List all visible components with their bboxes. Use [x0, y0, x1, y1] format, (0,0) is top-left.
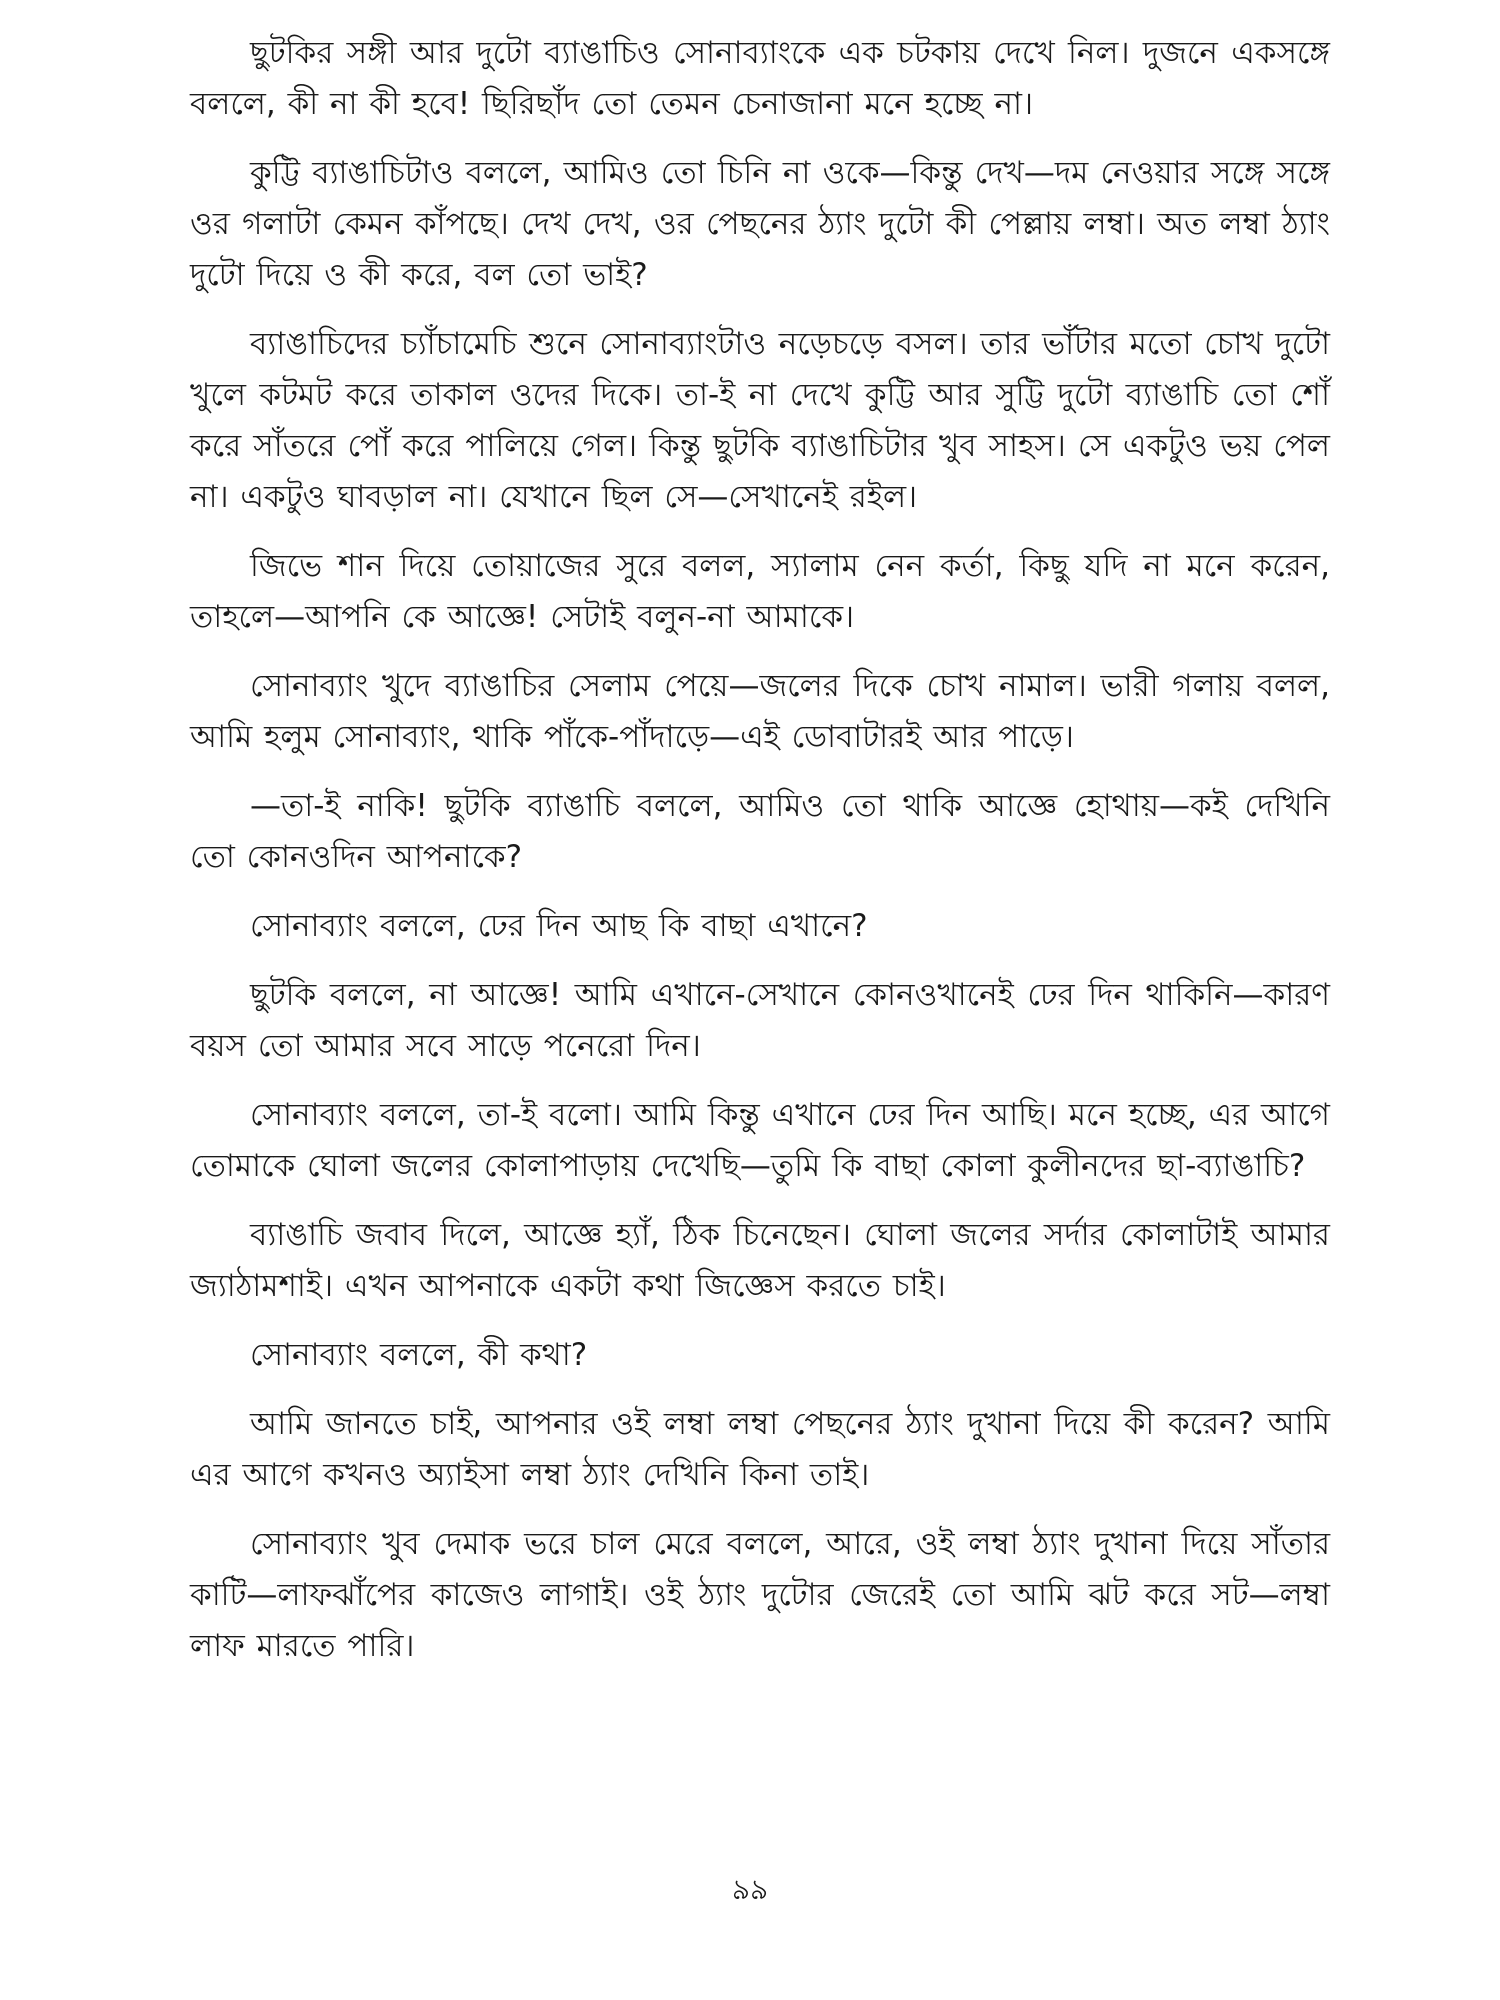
- paragraph: সোনাব্যাং বললে, ঢের দিন আছ কি বাছা এখানে?: [250, 908, 868, 944]
- paragraph: কুট্টি ব্যাঙাচিটাও বললে, আমিও তো চিনি না ওকে—কিন্তু দেখ—দম নেওয়ার সঙ্গে সঙ্গে ওর গলাটা কেমন কাঁপছে। দেখ দেখ, ওর পেছনের ঠ্যাং দুটো কী পেল্লায় লম্বা। অত লম্বা ঠ্যাং দুটো দিয়ে ও কী করে, বল তো ভাই?: [190, 155, 1330, 293]
- paragraph: ছুটকি বললে, না আজ্ঞে! আমি এখানে-সেখানে কোনওখানেই ঢের দিন থাকিনি—কারণ বয়স তো আমার সবে সাড়ে পনেরো দিন।: [190, 977, 1330, 1064]
- paragraph: সোনাব্যাং বললে, কী কথা?: [250, 1337, 588, 1373]
- paragraph: সোনাব্যাং খুব দেমাক ভরে চাল মেরে বললে, আরে, ওই লম্বা ঠ্যাং দুখানা দিয়ে সাঁতার কাটি—লাফঝাঁপের কাজেও লাগাই। ওই ঠ্যাং দুটোর জেরেই তো আমি ঝট করে সট—লম্বা লাফ মারতে পারি।: [190, 1526, 1330, 1664]
- paragraph: ব্যাঙাচি জবাব দিলে, আজ্ঞে হ্যাঁ, ঠিক চিনেছেন। ঘোলা জলের সর্দার কোলাটাই আমার জ্যাঠামশাই। এখন আপনাকে একটা কথা জিজ্ঞেস করতে চাই।: [190, 1217, 1330, 1304]
- paragraph: সোনাব্যাং বললে, তা-ই বলো। আমি কিন্তু এখানে ঢের দিন আছি। মনে হচ্ছে, এর আগে তোমাকে ঘোলা জলের কোলাপাড়ায় দেখেছি—তুমি কি বাছা কোলা কুলীনদের ছা-ব্যাঙাচি?: [190, 1097, 1330, 1184]
- book-page: [190, 28, 1330, 1888]
- paragraph: সোনাব্যাং খুদে ব্যাঙাচির সেলাম পেয়ে—জলের দিকে চোখ নামাল। ভারী গলায় বলল, আমি হলুম সোনাব্যাং, থাকি পাঁকে-পাঁদাড়ে—এই ডোবাটারই আর পাড়ে।: [190, 668, 1330, 755]
- paragraph: আমি জানতে চাই, আপনার ওই লম্বা লম্বা পেছনের ঠ্যাং দুখানা দিয়ে কী করেন? আমি এর আগে কখনও অ্যাইসা লম্বা ঠ্যাং দেখিনি কিনা তাই।: [190, 1406, 1330, 1493]
- page-number: ৯৯: [731, 1873, 769, 1906]
- paragraph: ছুটকির সঙ্গী আর দুটো ব্যাঙাচিও সোনাব্যাংকে এক চটকায় দেখে নিল। দুজনে একসঙ্গে বললে, কী না কী হবে! ছিরিছাঁদ তো তেমন চেনাজানা মনে হচ্ছে না।: [190, 35, 1330, 122]
- paragraph: —তা-ই নাকি! ছুটকি ব্যাঙাচি বললে, আমিও তো থাকি আজ্ঞে হোথায়—কই দেখিনি তো কোনওদিন আপনাকে?: [190, 788, 1330, 875]
- paragraph: ব্যাঙাচিদের চ্যাঁচামেচি শুনে সোনাব্যাংটাও নড়েচড়ে বসল। তার ভাঁটার মতো চোখ দুটো খুলে কটমট করে তাকাল ওদের দিকে। তা-ই না দেখে কুট্টি আর সুট্টি দুটো ব্যাঙাচি তো শোঁ করে সাঁতরে পোঁ করে পালিয়ে গেল। কিন্তু ছুটকি ব্যাঙাচিটার খুব সাহস। সে একটুও ভয় পেল না। একটুও ঘাবড়াল না। যেখানে ছিল সে—সেখানেই রইল।: [190, 326, 1330, 515]
- paragraph: জিভে শান দিয়ে তোয়াজের সুরে বলল, স্যালাম নেন কর্তা, কিছু যদি না মনে করেন, তাহলে—আপনি কে আজ্ঞে! সেটাই বলুন-না আমাকে।: [190, 548, 1330, 635]
